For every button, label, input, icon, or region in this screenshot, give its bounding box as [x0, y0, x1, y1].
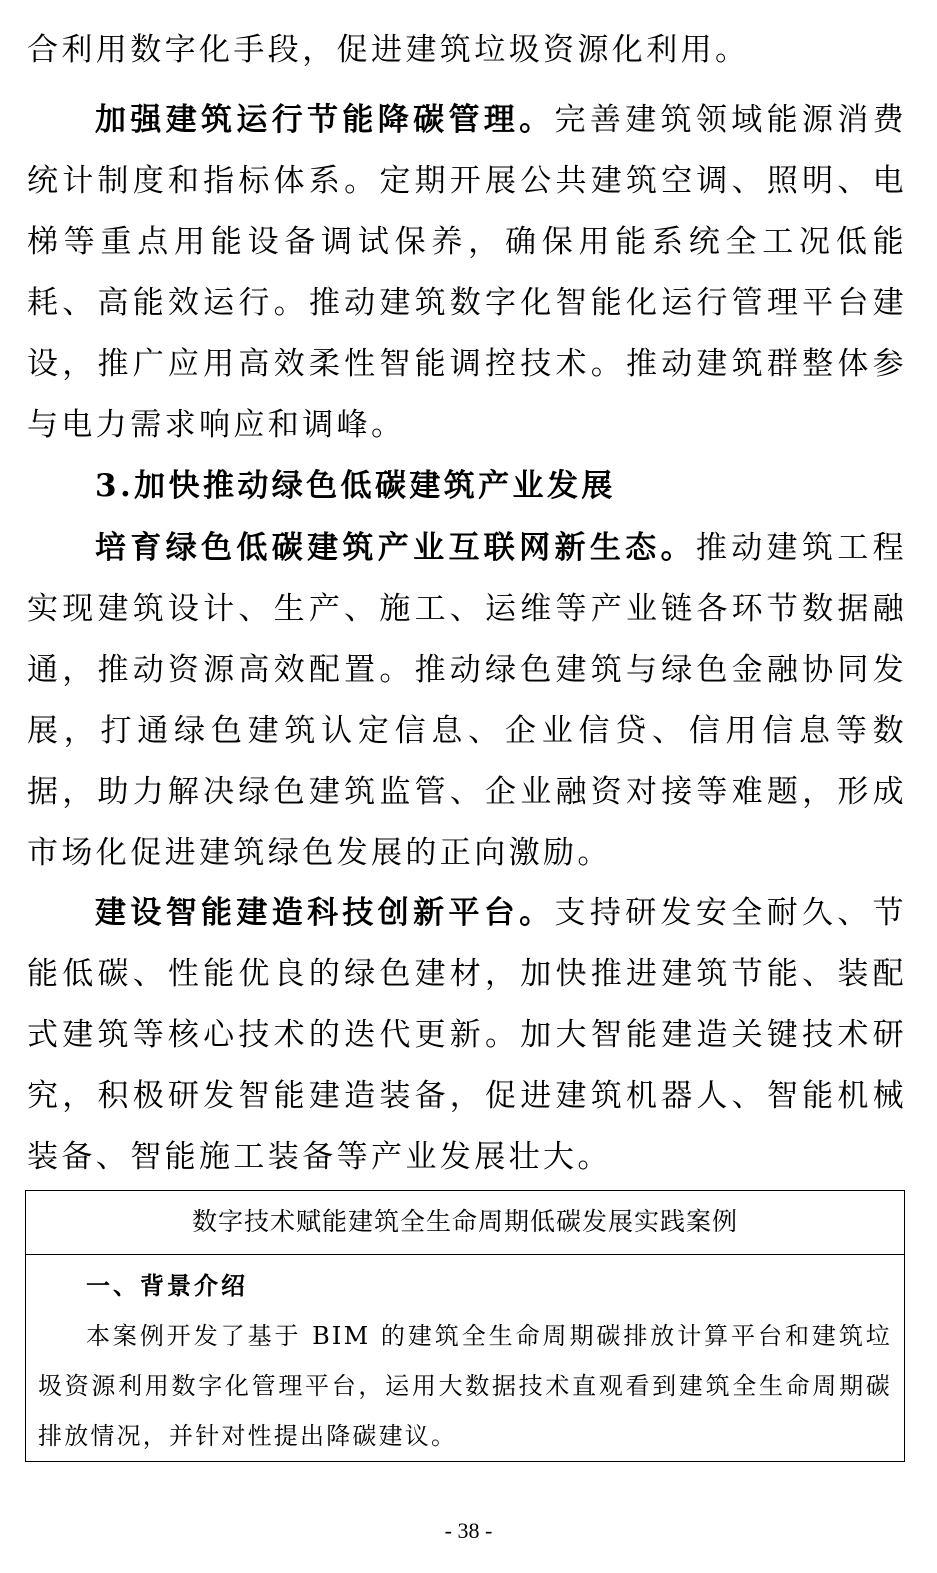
case-study-heading: 一、背景介绍	[86, 1271, 248, 1300]
paragraph-industry-internet	[27, 518, 907, 884]
paragraph-building-operation	[27, 90, 907, 456]
page-number: - 38 -	[444, 1518, 493, 1543]
case-study-text: 本案例开发了基于 BIM 的建筑全生命周期碳排放计算平台和建筑垃圾资源利用数字化管理平台，运用大数据技术直观看到建筑全生命周期碳排放情况，并针对性提出降碳建议。	[38, 1322, 892, 1450]
paragraph-lead: 培育绿色低碳建筑产业互联网新生态。	[95, 530, 696, 566]
paragraph-text: 支持研发安全耐久、节能低碳、性能优良的绿色建材，加快推进建筑节能、装配式建筑等核心技术的迭代更新。加大智能建造关键技术研究，积极研发智能建造装备，促进建筑机器人、智能机械装备、智能施工装备等产业发展壮大。	[27, 895, 908, 1175]
paragraph-innovation-platform	[27, 883, 907, 1188]
paragraph-continuation	[27, 20, 907, 81]
case-study-body	[26, 1255, 904, 1461]
case-study-title: 数字技术赋能建筑全生命周期低碳发展实践案例	[26, 1191, 904, 1255]
paragraph-text: 推动建筑工程实现建筑设计、生产、施工、运维等产业链各环节数据融通，推动资源高效配置。推动绿色建筑与绿色金融协同发展，打通绿色建筑认定信息、企业信贷、信用信息等数据，助力解决绿色建筑监管、企业融资对接等难题，形成市场化促进建筑绿色发展的正向激励。	[27, 530, 907, 871]
paragraph-lead: 加强建筑运行节能降碳管理。	[95, 102, 555, 138]
section-heading: 3.加快推动绿色低碳建筑产业发展	[95, 468, 616, 504]
paragraph-text: 合利用数字化手段，促进建筑垃圾资源化利用。	[27, 32, 750, 68]
case-study-box	[25, 1190, 905, 1462]
paragraph-lead: 建设智能建造科技创新平台。	[95, 895, 555, 931]
paragraph-text: 完善建筑领域能源消费统计制度和指标体系。定期开展公共建筑空调、照明、电梯等重点用能设备调试保养，确保用能系统全工况低能耗、高能效运行。推动建筑数字化智能化运行管理平台建设，推广应用高效柔性智能调控技术。推动建筑群整体参与电力需求响应和调峰。	[27, 102, 908, 443]
